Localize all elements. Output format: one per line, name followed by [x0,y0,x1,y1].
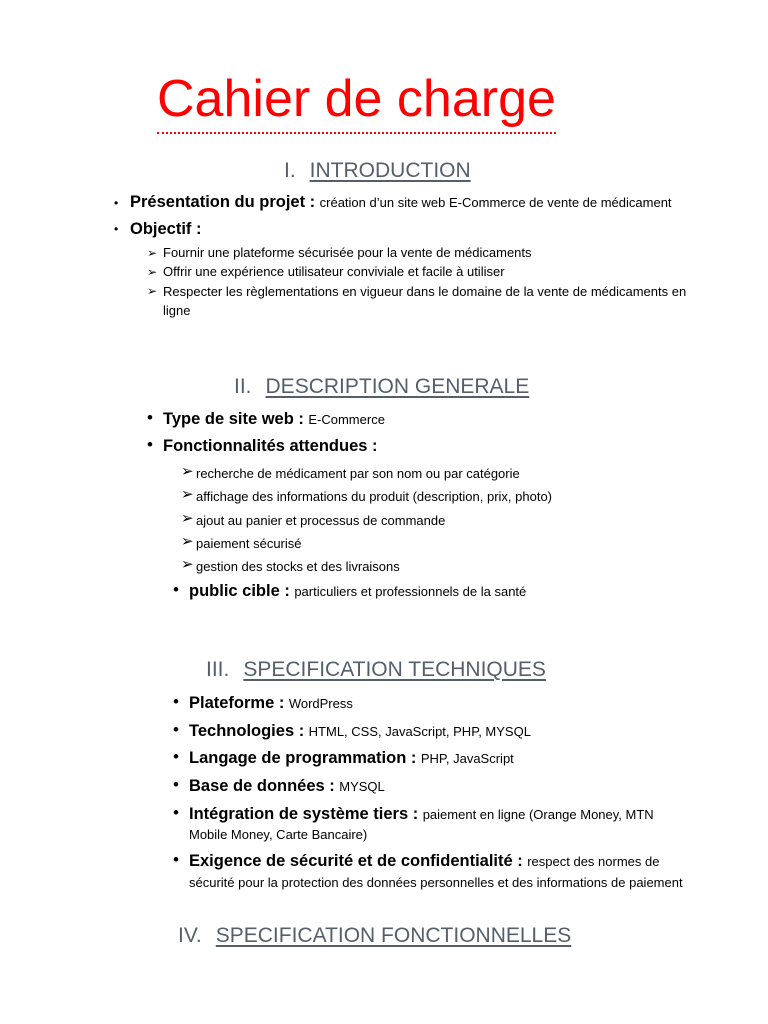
bullet-icon: • [114,196,119,210]
item-label: public cible : [189,582,290,600]
item-label: Technologies : [189,722,305,740]
bullet-icon: • [173,747,179,766]
list-item-integration [189,804,654,825]
item-value: PHP, JavaScript [420,751,514,766]
bullet-icon: • [173,692,179,711]
list-item: paiement sécurisé [196,536,302,551]
item-value: HTML, CSS, JavaScript, PHP, MYSQL [308,724,531,739]
list-item-fonctionnalites [163,436,378,457]
arrow-bullet-icon: ➢ [181,510,194,527]
list-item-securite [189,851,659,872]
document-title: Cahier de charge [157,66,556,134]
section-heading-techniques [206,657,546,683]
list-item-plateforme [189,693,353,714]
section-title: SPECIFICATION TECHNIQUES [243,658,546,681]
item-value: particuliers et professionnels de la santé [294,584,527,599]
list-item-type [163,409,385,430]
section-heading-description [234,374,529,400]
list-item-presentation [130,192,672,213]
list-item: ajout au panier et processus de commande [196,513,446,528]
item-value: création d’un site web E-Commerce de vente de médicament [319,195,672,210]
list-item: Fournir une plateforme sécurisée pour la vente de médicaments [163,245,532,260]
bullet-icon: • [173,580,179,599]
section-heading-introduction [284,158,471,184]
arrow-bullet-icon: ➢ [181,556,194,573]
bullet-icon: • [173,720,179,739]
list-item-base-de-donnees [189,776,385,797]
section-title: SPECIFICATION FONCTIONNELLES [215,924,572,947]
arrow-bullet-icon: ➢ [181,463,194,480]
list-item-technologies [189,721,531,742]
item-label: Intégration de système tiers : [189,805,419,823]
item-label: Fonctionnalités attendues : [163,437,378,455]
list-item: Respecter les règlementations en vigueur dans le domaine de la vente de médicaments en [163,284,687,299]
arrow-bullet-icon: ➢ [181,486,194,503]
section-title: INTRODUCTION [309,159,471,182]
item-label: Type de site web : [163,410,304,428]
list-item: gestion des stocks et des livraisons [196,559,400,574]
list-item-continuation: Mobile Money, Carte Bancaire) [189,827,368,842]
arrow-bullet-icon: ➢ [147,265,158,279]
section-title: DESCRIPTION GENERALE [265,375,530,398]
section-heading-fonctionnelles [178,923,571,949]
item-label: Présentation du projet : [130,193,316,211]
arrow-bullet-icon: ➢ [147,284,158,298]
list-item-continuation: ligne [163,303,191,318]
bullet-icon: • [147,408,153,427]
item-value: WordPress [288,696,353,711]
bullet-icon: • [114,222,119,236]
list-item: Offrir une expérience utilisateur conviviale et facile à utiliser [163,264,505,279]
item-label: Plateforme : [189,694,285,712]
arrow-bullet-icon: ➢ [181,533,194,550]
list-item: affichage des informations du produit (description, prix, photo) [196,489,553,504]
arrow-bullet-icon: ➢ [147,246,158,260]
bullet-icon: • [147,435,153,454]
list-item-objectif [130,219,202,240]
section-number: IV. [178,924,202,947]
bullet-icon: • [173,775,179,794]
section-number: II. [234,375,252,398]
item-value: respect des normes de [527,854,660,869]
item-value: paiement en ligne (Orange Money, MTN [422,807,654,822]
item-label: Objectif : [130,220,202,238]
item-label: Exigence de sécurité et de confidentialité : [189,852,523,870]
list-item-continuation: sécurité pour la protection des données personnelles et des informations de paiement [189,875,683,890]
item-label: Base de données : [189,777,335,795]
item-value: MYSQL [339,779,385,794]
list-item-public-cible [189,581,526,602]
bullet-icon: • [173,803,179,822]
item-label: Langage de programmation : [189,749,417,767]
item-value: E-Commerce [308,412,385,427]
section-number: III. [206,658,230,681]
bullet-icon: • [173,850,179,869]
list-item: recherche de médicament par son nom ou par catégorie [196,466,520,481]
section-number: I. [284,159,296,182]
list-item-langage [189,748,514,769]
